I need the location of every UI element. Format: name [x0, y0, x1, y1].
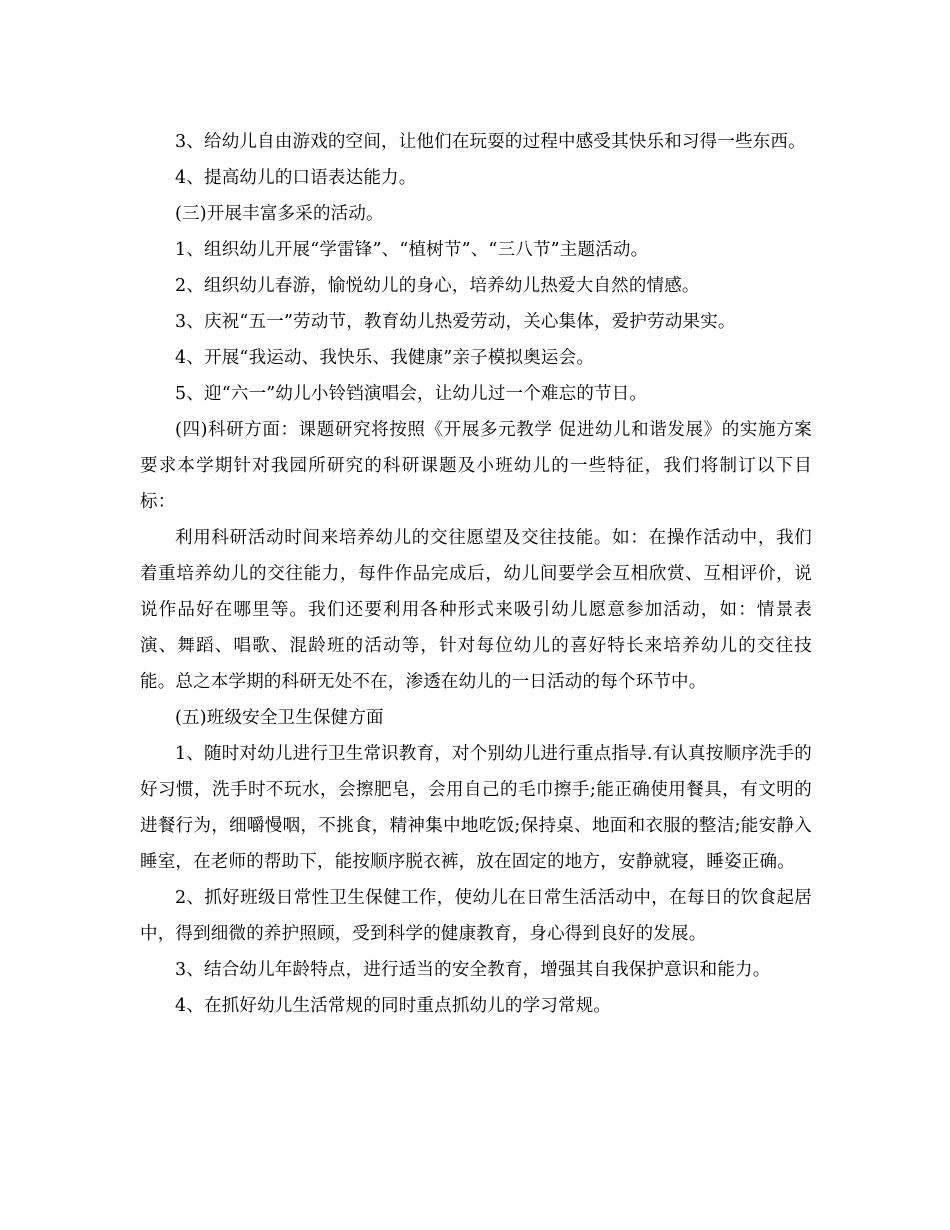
- paragraph-activity-4: 4、开展“我运动、我快乐、我健康”亲子模拟奥运会。: [175, 348, 595, 368]
- paragraph-research-body: 利用科研活动时间来培养幼儿的交往愿望及交往技能。如：在操作活动中，我们着重培养幼儿的交往能力，每件作品完成后，幼儿间要学会互相欣赏、互相评价，说说作品好在哪里等。我们还要利用各种形式来吸引幼儿愿意参加活动，如：情景表演、舞蹈、唱歌、混龄班的活动等，针对每位幼儿的喜好特长来培养幼儿的交往技能。总之本学期的科研无处不在，渗透在幼儿的一日活动的每个环节中。: [140, 528, 812, 692]
- paragraph-safety-1: 1、随时对幼儿进行卫生常识教育，对个别幼儿进行重点指导.有认真按顺序洗手的好习惯，洗手时不玩水，会擦肥皂，会用自己的毛巾擦手;能正确使用餐具，有文明的进餐行为，细嚼慢咽，不挑食，精神集中地吃饭;保持桌、地面和衣服的整洁;能安静入睡室，在老师的帮助下，能按顺序脱衣裤，放在固定的地方，安静就寝，睡姿正确。: [140, 744, 812, 872]
- section-heading-research: (四)科研方面：课题研究将按照《开展多元教学 促进幼儿和谐发展》的实施方案要求本学期针对我园所研究的科研课题及小班幼儿的一些特征，我们将制订以下目标：: [140, 420, 812, 512]
- paragraph-goal-3: 3、给幼儿自由游戏的空间，让他们在玩耍的过程中感受其快乐和习得一些东西。: [175, 132, 806, 152]
- paragraph-activity-5: 5、迎“六一”幼儿小铃铛演唱会，让幼儿过一个难忘的节日。: [175, 384, 648, 404]
- document-body: [140, 124, 812, 1024]
- paragraph-safety-3: 3、结合幼儿年龄特点，进行适当的安全教育，增强其自我保护意识和能力。: [175, 960, 771, 980]
- paragraph-activity-1: 1、组织幼儿开展“学雷锋”、“植树节”、“三八节”主题活动。: [175, 240, 649, 260]
- paragraph-goal-4: 4、提高幼儿的口语表达能力。: [175, 168, 417, 188]
- paragraph-safety-4: 4、在抓好幼儿生活常规的同时重点抓幼儿的学习常规。: [175, 996, 612, 1016]
- paragraph-safety-2: 2、抓好班级日常性卫生保健工作，使幼儿在日常生活活动中，在每日的饮食起居中，得到细微的养护照顾，受到科学的健康教育，身心得到良好的发展。: [140, 888, 812, 944]
- section-heading-safety: (五)班级安全卫生保健方面: [175, 708, 384, 728]
- paragraph-activity-3: 3、庆祝“五一”劳动节，教育幼儿热爱劳动，关心集体，爱护劳动果实。: [175, 312, 736, 332]
- section-heading-activities: (三)开展丰富多采的活动。: [175, 204, 384, 224]
- paragraph-activity-2: 2、组织幼儿春游，愉悦幼儿的身心，培养幼儿热爱大自然的情感。: [175, 276, 700, 296]
